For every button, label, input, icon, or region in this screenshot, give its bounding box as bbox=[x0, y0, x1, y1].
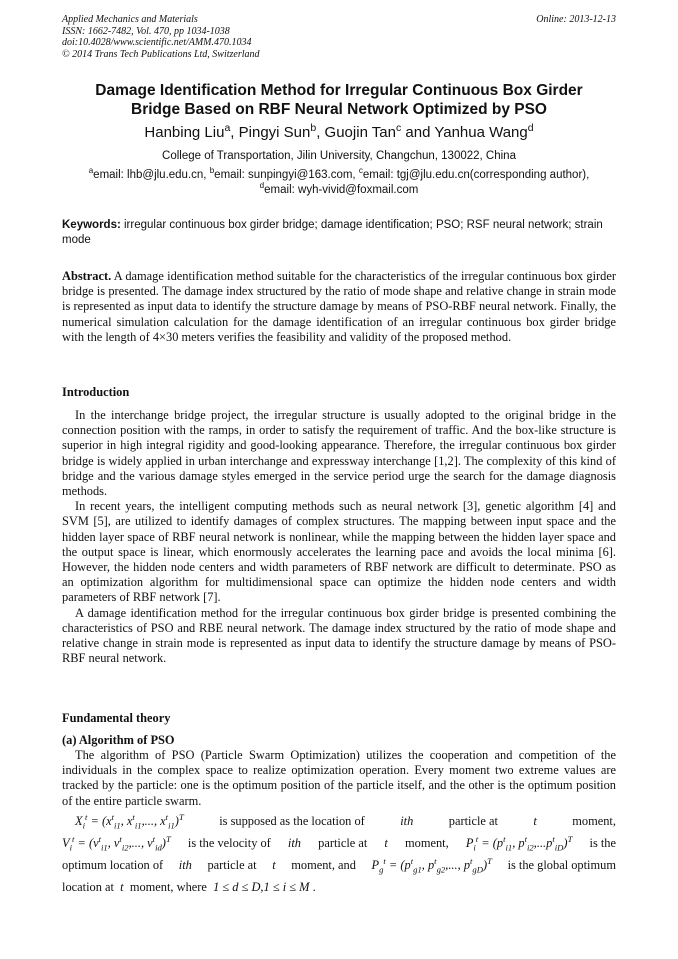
pso-paragraph-1: The algorithm of PSO (Particle Swarm Optimization) utilizes the cooperation and competition of the individuals in the complex space to realize optimization operation. Every moment two extreme values are tracked by the particle: one is the optimum position of the particle itself, and the other is the optimum position of the entire particle swarm. bbox=[62, 748, 616, 808]
eq4-text: location at bbox=[62, 880, 114, 894]
eq3-t: t bbox=[272, 858, 276, 872]
eq1-text: is supposed as the location of bbox=[219, 814, 365, 828]
eq2-text: is the bbox=[589, 836, 616, 850]
keywords-text: irregular continuous box girder bridge; damage identification; PSO; RSF neural network; strain mode bbox=[62, 219, 603, 246]
abstract-label: Abstract. bbox=[62, 269, 112, 283]
eq3-ith: ith bbox=[178, 858, 192, 872]
author-sep: , bbox=[316, 124, 325, 141]
introduction-body bbox=[62, 408, 616, 666]
eq4-text: moment, where bbox=[129, 880, 207, 894]
journal-name: Applied Mechanics and Materials bbox=[62, 14, 198, 25]
eq1-text: particle at bbox=[448, 814, 498, 828]
equation-line-2 bbox=[62, 833, 616, 853]
global-best-formula: $P_g^t = (p^t_{g1}$, $p^t_{g2}$,..., $p^t_{gD})^T$ bbox=[371, 855, 492, 875]
email-a-mark: a bbox=[88, 166, 94, 176]
pso-subheading: (a) Algorithm of PSO bbox=[62, 733, 175, 747]
author-4-mark: d bbox=[527, 122, 534, 134]
affiliation: College of Transportation, Jilin University, Changchun, 130022, China bbox=[162, 150, 516, 162]
eq2-text: particle at bbox=[318, 836, 368, 850]
velocity-vector-formula: $V_i^t = (v^t_{i1}$, $v^t_{i2}$,..., $v^t_{id})^T$ bbox=[62, 833, 171, 853]
eq4-t: t bbox=[120, 880, 124, 894]
author-4: Yanhua Wang bbox=[434, 124, 528, 141]
email-c: email: tgj@jlu.edu.cn(corresponding author), bbox=[362, 169, 590, 181]
introduction-heading: Introduction bbox=[62, 385, 130, 399]
issn-line: ISSN: 1662-7482, Vol. 470, pp 1034-1038 bbox=[62, 25, 230, 37]
eq2-text: moment, bbox=[404, 836, 449, 850]
intro-paragraph-1: In the interchange bridge project, the irregular structure is usually adopted to the original bridge in the connection position with the ramps, in order to satisfy the requirement of traffic. And the box-like structure is superior in high integral rigidity and good-looking appearance. Therefore, the irregular continuous box girder bridge is widely applied in urban interchange and expressway interchange [1,2]. The complexity of this kind of bridge and the various damage styles emerged in the service period urge the search for the damage diagnosis methods. bbox=[62, 408, 616, 499]
title-line-2: Bridge Based on RBF Neural Network Optimized by PSO bbox=[131, 101, 547, 118]
eq3-text: particle at bbox=[207, 858, 257, 872]
personal-best-formula: $P_i^t = (p^t_{i1}$, $p^t_{i2},...p^t_{iD})^T$ bbox=[465, 833, 573, 853]
doi-line: doi:10.4028/www.scientific.net/AMM.470.1034 bbox=[62, 37, 252, 48]
paper-title bbox=[62, 81, 616, 119]
email-d-mark: d bbox=[259, 181, 265, 191]
eq1-ith: ith bbox=[400, 814, 414, 828]
author-sep: and bbox=[401, 124, 435, 141]
intro-paragraph-3: A damage identification method for the irregular continuous box girder bridge is presented combining the characteristics of PSO and RBE neural network. The damage index structured by the ratio of mode shape and relative change in strain mode is represented as input data to identify the structure damage by means of PSO-RBF neural network. bbox=[62, 605, 616, 666]
journal-header bbox=[62, 14, 260, 60]
index-range-formula: 1 ≤ d ≤ D,1 ≤ i ≤ M bbox=[213, 880, 310, 894]
equation-line-3 bbox=[62, 855, 616, 875]
eq1-text: moment, bbox=[572, 814, 616, 828]
eq2-text: is the velocity of bbox=[187, 836, 271, 850]
email-a: email: lhb@jlu.edu.cn, bbox=[93, 169, 210, 181]
author-1-mark: a bbox=[224, 122, 231, 134]
email-d: email: wyh-vivid@foxmail.com bbox=[264, 184, 419, 196]
email-block bbox=[62, 168, 616, 198]
email-c-mark: c bbox=[358, 166, 363, 176]
equation-line-4 bbox=[62, 880, 616, 895]
copyright-line: © 2014 Trans Tech Publications Ltd, Switzerland bbox=[62, 48, 260, 60]
author-list bbox=[62, 124, 616, 142]
eq3-text: moment, and bbox=[291, 858, 356, 872]
author-3: Guojin Tan bbox=[324, 124, 396, 141]
keywords-label: Keywords: bbox=[62, 219, 121, 231]
equation-line-1 bbox=[62, 811, 616, 831]
title-line-1: Damage Identification Method for Irregular Continuous Box Girder bbox=[95, 82, 583, 99]
author-1: Hanbing Liu bbox=[144, 124, 225, 141]
intro-paragraph-2: In recent years, the intelligent computing methods such as neural network [3], genetic algorithm [4] and SVM [5], are utilized to identify damages of complex structures. The mapping between input space and the hidden layer space of RBF neural network is nonlinear, while the mapping between the hidden layer space and the output space is linear, which enormously accelerates the learning pace and avoids the local minima [6]. However, the hidden node centers and width parameters of RBF network are difficult to determinate. PSO as an optimization algorithm for multidimensional space can optimize the hidden node centers and width parameters of RBF network [7]. bbox=[62, 499, 616, 605]
keywords bbox=[62, 218, 616, 248]
eq3-text: is the global optimum bbox=[507, 858, 616, 872]
author-sep: , bbox=[230, 124, 239, 141]
eq1-t: t bbox=[533, 814, 537, 828]
author-3-mark: c bbox=[396, 122, 402, 134]
pso-paragraph bbox=[62, 748, 616, 809]
abstract bbox=[62, 269, 616, 345]
online-date: Online: 2013-12-13 bbox=[536, 14, 616, 25]
position-vector-formula: $X_i^t = (x^t_{i1}$, $x^t_{i1}$,..., $x^t_{i1})^T$ bbox=[75, 811, 184, 831]
email-b: email: sunpingyi@163.com, bbox=[214, 169, 359, 181]
eq2-ith: ith bbox=[287, 836, 302, 850]
author-2: Pingyi Sun bbox=[238, 124, 311, 141]
email-b-mark: b bbox=[209, 166, 215, 176]
fundamental-theory-heading: Fundamental theory bbox=[62, 711, 171, 725]
abstract-text: A damage identification method suitable for the characteristics of the irregular continuous box girder bridge is presented. The damage index structured by the ratio of mode shape and relative change in strain mode is represented as input data to identify the structure damage by means of PSO-RBF neural network. Finally, the numerical simulation calculation for the damage identification of an irregular continuous box girder bridge with the length of 4×30 meters verifies the feasibility and validity of the proposed method. bbox=[62, 269, 616, 344]
author-2-mark: b bbox=[310, 122, 317, 134]
eq2-t: t bbox=[384, 836, 388, 850]
eq4-end: . bbox=[312, 880, 316, 894]
eq3-text: optimum location of bbox=[62, 858, 164, 872]
